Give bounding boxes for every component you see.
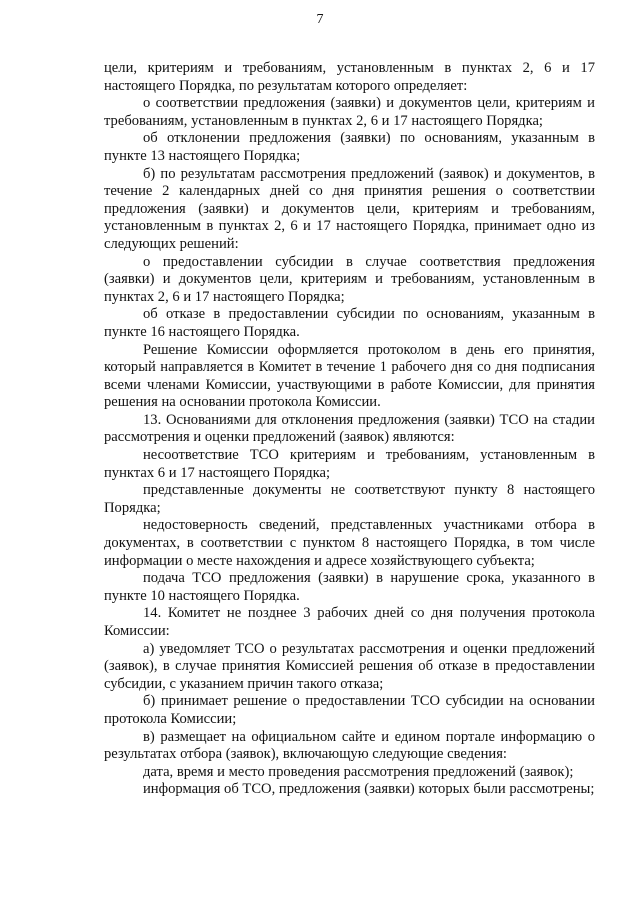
paragraph: об отказе в предоставлении субсидии по основаниям, указанным в пункте 16 настоящего Порядка. <box>104 306 595 340</box>
paragraph: 14. Комитет не позднее 3 рабочих дней со дня получения протокола Комиссии: <box>104 605 595 639</box>
paragraph: об отклонении предложения (заявки) по основаниям, указанным в пункте 13 настоящего Порядка; <box>104 130 595 164</box>
paragraph: о предоставлении субсидии в случае соответствия предложения (заявки) и документов цели, критериям и требованиям, установленным в пунктах 2, 6 и 17 настоящего Порядка; <box>104 253 595 305</box>
paragraph: дата, время и место проведения рассмотрения предложений (заявок); <box>143 763 574 780</box>
paragraph: в) размещает на официальном сайте и едином портале информацию о результатах отбора (заявок), включающую следующие сведения: <box>104 728 595 763</box>
paragraph: подача ТСО предложения (заявки) в нарушение срока, указанного в пункте 10 настоящего Порядка. <box>104 570 595 604</box>
paragraph: о соответствии предложения (заявки) и документов цели, критериям и требованиям, установленным в пунктах 2, 6 и 17 настоящего Порядка; <box>104 95 595 129</box>
paragraph: представленные документы не соответствуют пункту 8 настоящего Порядка; <box>104 482 595 516</box>
paragraph: а) уведомляет ТСО о результатах рассмотрения и оценки предложений (заявок), в случае принятия Комиссией решения об отказе в предоставлении субсидии, с указанием причин такого отказа; <box>104 640 595 692</box>
paragraph: Решение Комиссии оформляется протоколом в день его принятия, который направляется в Комитет в течение 1 рабочего дня со дня подписания всеми членами Комиссии, участвующими в работе Комиссии, для принятия решения на основании протокола Комиссии. <box>104 341 595 411</box>
paragraph-continuation: цели, критериям и требованиям, установленным в пунктах 2, 6 и 17 настоящего Порядка, по результатам которого определяет: <box>104 60 595 94</box>
paragraph: недостоверность сведений, представленных участниками отбора в документах, в соответствии с пунктом 8 настоящего Порядка, в том числе информации о месте нахождения и адресе хозяйствующего субъекта; <box>104 517 595 569</box>
paragraph: информация об ТСО, предложения (заявки) которых были рассмотрены; <box>143 781 595 798</box>
paragraph: б) по результатам рассмотрения предложений (заявок) и документов, в течение 2 календарных дней со дня принятия решения о соответствии предложения (заявки) и документов цели, критериям и требованиям, установленным в пунктах 2, 6 и 17 настоящего Порядка, принимает одно из следующих решений: <box>104 165 595 252</box>
page-number: 7 <box>316 12 324 27</box>
document-body <box>104 60 595 799</box>
paragraph: б) принимает решение о предоставлении ТСО субсидии на основании протокола Комиссии; <box>104 693 595 727</box>
paragraph: несоответствие ТСО критериям и требованиям, установленным в пунктах 6 и 17 настоящего Порядка; <box>104 447 595 481</box>
paragraph: 13. Основаниями для отклонения предложения (заявки) ТСО на стадии рассмотрения и оценки предложений (заявок) являются: <box>104 411 595 446</box>
